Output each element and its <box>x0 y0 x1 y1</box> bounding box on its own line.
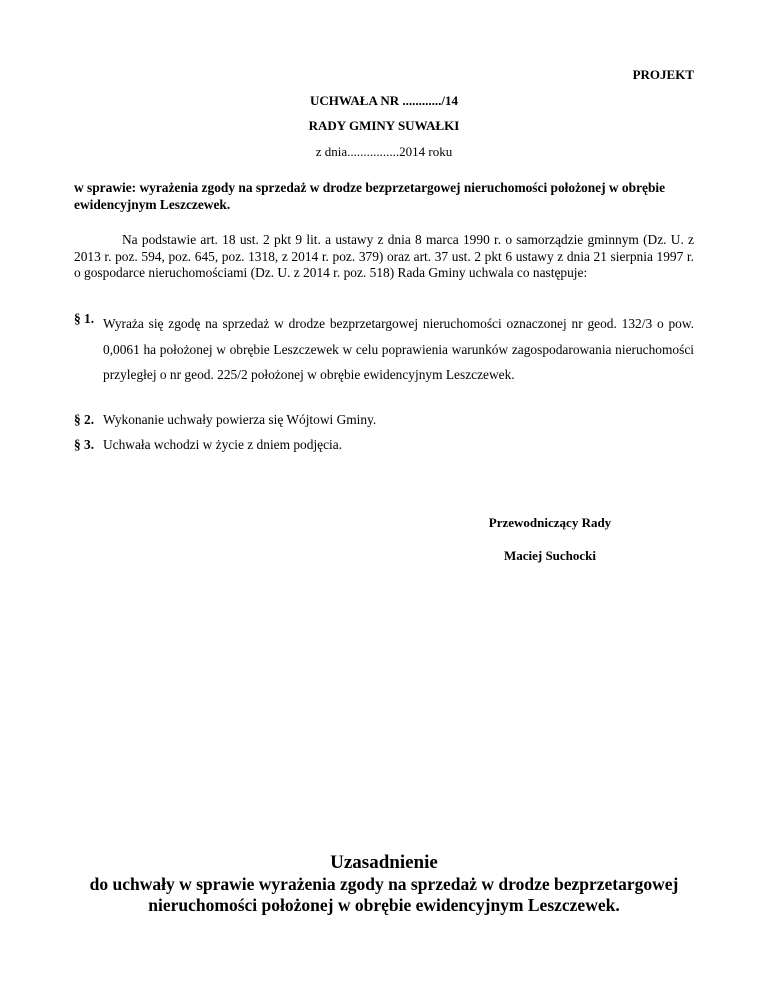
signature-name: Maciej Suchocki <box>503 548 597 563</box>
paragraph-text: Uchwała wchodzi w życie z dniem podjęcia. <box>103 437 343 452</box>
paragraph-number: § 1. <box>74 311 95 326</box>
draft-label: PROJEKT <box>632 67 694 82</box>
paragraph-text: Wykonanie uchwały powierza się Wójtowi Gminy. <box>103 412 377 427</box>
justification-text: do uchwały w sprawie wyrażenia zgody na sprzedaż w drodze bezprzetargowej nieruchomości położonej w obrębie ewidencyjnym Leszczewek. <box>89 874 679 915</box>
signature-role: Przewodniczący Rady <box>488 515 612 530</box>
justification-section <box>40 852 728 916</box>
resolution-number: UCHWAŁA NR ............/14 <box>309 93 459 108</box>
justification-heading: Uzasadnienie <box>330 852 438 873</box>
paragraph-number: § 3. <box>74 437 95 452</box>
resolution-subject: w sprawie: wyrażenia zgody na sprzedaż w drodze bezprzetargowej nieruchomości położonej w obrębie ewidencyjnym Leszczewek. <box>74 180 666 212</box>
paragraph-number: § 2. <box>74 412 95 427</box>
resolution-date: z dnia................2014 roku <box>315 144 453 159</box>
council-name: RADY GMINY SUWAŁKI <box>308 118 460 133</box>
legal-basis-preamble: Na podstawie art. 18 ust. 2 pkt 9 lit. a ustawy z dnia 8 marca 1990 r. o samorządzie gminnym (Dz. U. z 2013 r. poz. 594, poz. 645, poz. 1318, z 2014 r. poz. 379) oraz art. 37 ust. 2 pkt 6 ustawy z dnia 21 sierpnia 1997 r. o gospodarce nieruchomościami (Dz. U. z 2014 r. poz. 518) Rada Gminy uchwala co następuje: <box>74 232 694 280</box>
paragraph-text: Wyraża się zgodę na sprzedaż w drodze bezprzetargowej nieruchomości oznaczonej nr geod. 132/3 o pow. 0,0061 ha położonej w obrębie Leszczewek w celu poprawienia warunków zagospodarowania nieruchomości przyległej o nr geod. 225/2 położonej w obrębie ewidencyjnym Leszczewek. <box>103 316 694 382</box>
paragraph-2 <box>74 411 694 428</box>
paragraph-3 <box>74 436 694 453</box>
paragraph-1 <box>74 311 694 388</box>
